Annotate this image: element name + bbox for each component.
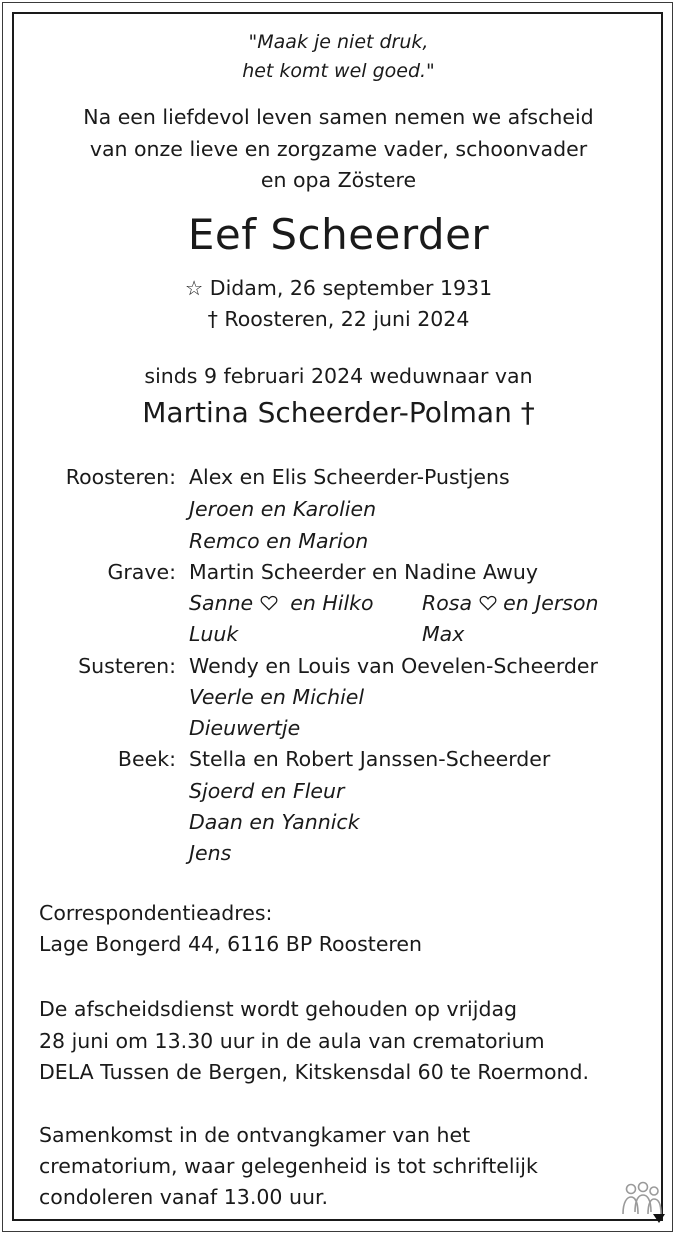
gathering-line-2: crematorium, waar gelegenheid is tot schriftelijk (39, 1154, 538, 1178)
widower-line: sinds 9 februari 2024 weduwnaar van (144, 364, 533, 388)
family-susteren-line-3: Dieuwertje (189, 716, 301, 740)
correspondence-label: Correspondentieadres: (39, 901, 273, 925)
service-line-1: De afscheidsdienst wordt gehouden op vrijdag (39, 997, 518, 1021)
birth-star-icon: ☆ (184, 276, 204, 300)
grandchild-luuk: Luuk (189, 622, 239, 646)
family-place-grave: Grave: (107, 560, 176, 584)
family-susteren-line-2: Veerle en Michiel (189, 685, 365, 709)
family-place-roosteren: Roosteren: (65, 465, 176, 489)
quote-line-2: het komt wel goed." (242, 60, 435, 82)
intro-line-3: en opa Zöstere (260, 168, 417, 192)
heart-icon (479, 595, 497, 611)
family-roosteren-line-2: Jeroen en Karolien (189, 497, 377, 521)
spouse-name: Martina Scheerder-Polman (142, 396, 512, 429)
correspondence-address: Lage Bongerd 44, 6116 BP Roosteren (39, 932, 423, 956)
family-place-susteren: Susteren: (78, 654, 176, 678)
birth-line (0, 276, 677, 300)
intro-line-2: van onze lieve en zorgzame vader, schoonvader (89, 137, 588, 161)
spouse-cross-icon: † (520, 396, 535, 429)
heart-icon (260, 595, 278, 611)
grandchild-rosa: Rosa en Jerson (422, 591, 599, 615)
family-place-beek: Beek: (117, 747, 176, 771)
service-line-3: DELA Tussen de Bergen, Kitskensdal 60 te Roermond. (39, 1060, 590, 1084)
family-susteren-line-1: Wendy en Louis van Oevelen-Scheerder (189, 654, 598, 678)
intro-line-1: Na een liefdevol leven samen nemen we afscheid (83, 105, 594, 129)
death-cross-icon: † (207, 307, 218, 331)
family-beek-line-4: Jens (189, 841, 232, 865)
death-text: Roosteren, 22 juni 2024 (224, 307, 470, 331)
quote-line-1: "Maak je niet druk, (248, 31, 429, 53)
family-roosteren-line-3: Remco en Marion (189, 529, 369, 553)
family-roosteren-line-1: Alex en Elis Scheerder-Pustjens (189, 465, 510, 489)
grandchild-sanne: Sanne en Hilko (189, 591, 374, 615)
service-line-2: 28 juni om 13.30 uur in de aula van crematorium (39, 1029, 545, 1053)
spouse-line (0, 396, 677, 429)
family-beek-line-1: Stella en Robert Janssen-Scheerder (189, 747, 551, 771)
deceased-name: Eef Scheerder (187, 210, 490, 259)
gathering-line-1: Samenkomst in de ontvangkamer van het (39, 1123, 471, 1147)
grandchild-max: Max (422, 622, 465, 646)
family-beek-line-3: Daan en Yannick (189, 810, 360, 834)
gathering-line-3: condoleren vanaf 13.00 uur. (39, 1185, 329, 1209)
family-grave-line-1: Martin Scheerder en Nadine Awuy (189, 560, 538, 584)
birth-text: Didam, 26 september 1931 (209, 276, 493, 300)
family-beek-line-2: Sjoerd en Fleur (189, 779, 345, 803)
people-logo-icon[interactable] (617, 1180, 665, 1224)
death-line (0, 307, 677, 331)
